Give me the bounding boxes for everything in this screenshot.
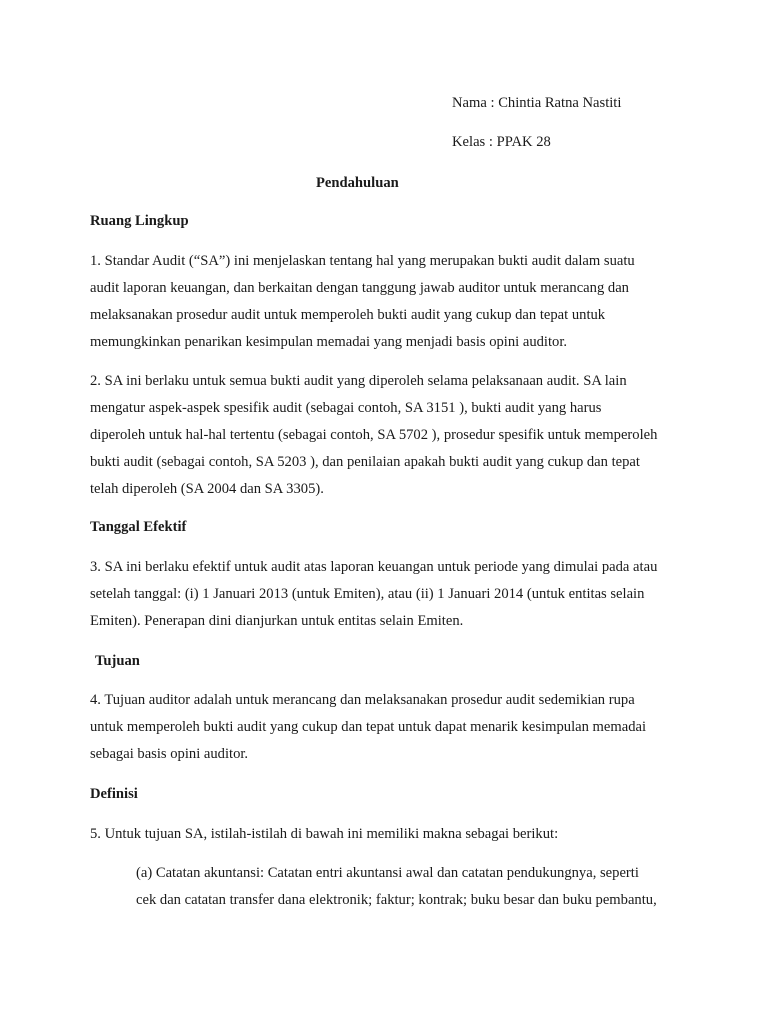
paragraph-5 xyxy=(90,825,690,852)
paragraph-line: 5. Untuk tujuan SA, istilah-istilah di bawah ini memiliki makna sebagai berikut: xyxy=(90,826,559,842)
paragraph-4 xyxy=(90,691,690,772)
paragraph-line: untuk memperoleh bukti audit yang cukup dan tepat untuk dapat menarik kesimpulan memadai xyxy=(90,719,647,735)
paragraph-line: 3. SA ini berlaku efektif untuk audit atas laporan keuangan untuk periode yang dimulai pada atau xyxy=(90,559,658,575)
paragraph-line: cek dan catatan transfer dana elektronik; faktur; kontrak; buku besar dan buku pembantu, xyxy=(136,892,657,908)
paragraph-line: diperoleh untuk hal-hal tertentu (sebagai contoh, SA 5702 ), prosedur spesifik untuk memperoleh xyxy=(90,427,658,443)
paragraph-3 xyxy=(90,558,690,639)
paragraph-line: sebagai basis opini auditor. xyxy=(90,746,249,762)
paragraph-line: memungkinkan penarikan kesimpulan memadai yang menjadi basis opini auditor. xyxy=(90,334,568,350)
paragraph-line: bukti audit (sebagai contoh, SA 5203 ), dan penilaian apakah bukti audit yang cukup dan tepat xyxy=(90,454,640,470)
heading-tujuan: Tujuan xyxy=(95,653,140,669)
document-title: Pendahuluan xyxy=(316,175,399,191)
student-class: Kelas : PPAK 28 xyxy=(452,134,551,150)
paragraph-line: Emiten). Penerapan dini dianjurkan untuk entitas selain Emiten. xyxy=(90,613,464,629)
paragraph-line: 2. SA ini berlaku untuk semua bukti audit yang diperoleh selama pelaksanaan audit. SA lain xyxy=(90,373,627,389)
paragraph-line: 4. Tujuan auditor adalah untuk merancang dan melaksanakan prosedur audit sedemikian rupa xyxy=(90,692,635,708)
heading-definisi: Definisi xyxy=(90,786,138,802)
paragraph-line: melaksanakan prosedur audit untuk memperoleh bukti audit yang cukup dan tepat untuk xyxy=(90,307,606,323)
paragraph-2 xyxy=(90,372,690,507)
paragraph-line: 1. Standar Audit (“SA”) ini menjelaskan tentang hal yang merupakan bukti audit dalam suatu xyxy=(90,253,635,269)
definition-item-a xyxy=(136,864,736,918)
paragraph-line: setelah tanggal: (i) 1 Januari 2013 (untuk Emiten), atau (ii) 1 Januari 2014 (untuk entitas selain xyxy=(90,586,645,602)
paragraph-line: telah diperoleh (SA 2004 dan SA 3305). xyxy=(90,481,324,497)
heading-tanggal-efektif: Tanggal Efektif xyxy=(90,519,187,535)
heading-ruang-lingkup: Ruang Lingkup xyxy=(90,213,189,229)
paragraph-line: (a) Catatan akuntansi: Catatan entri akuntansi awal dan catatan pendukungnya, seperti xyxy=(136,865,639,881)
paragraph-1 xyxy=(90,252,690,360)
paragraph-line: mengatur aspek-aspek spesifik audit (sebagai contoh, SA 3151 ), bukti audit yang harus xyxy=(90,400,602,416)
paragraph-line: audit laporan keuangan, dan berkaitan dengan tanggung jawab auditor untuk merancang dan xyxy=(90,280,629,296)
student-name: Nama : Chintia Ratna Nastiti xyxy=(452,95,622,111)
